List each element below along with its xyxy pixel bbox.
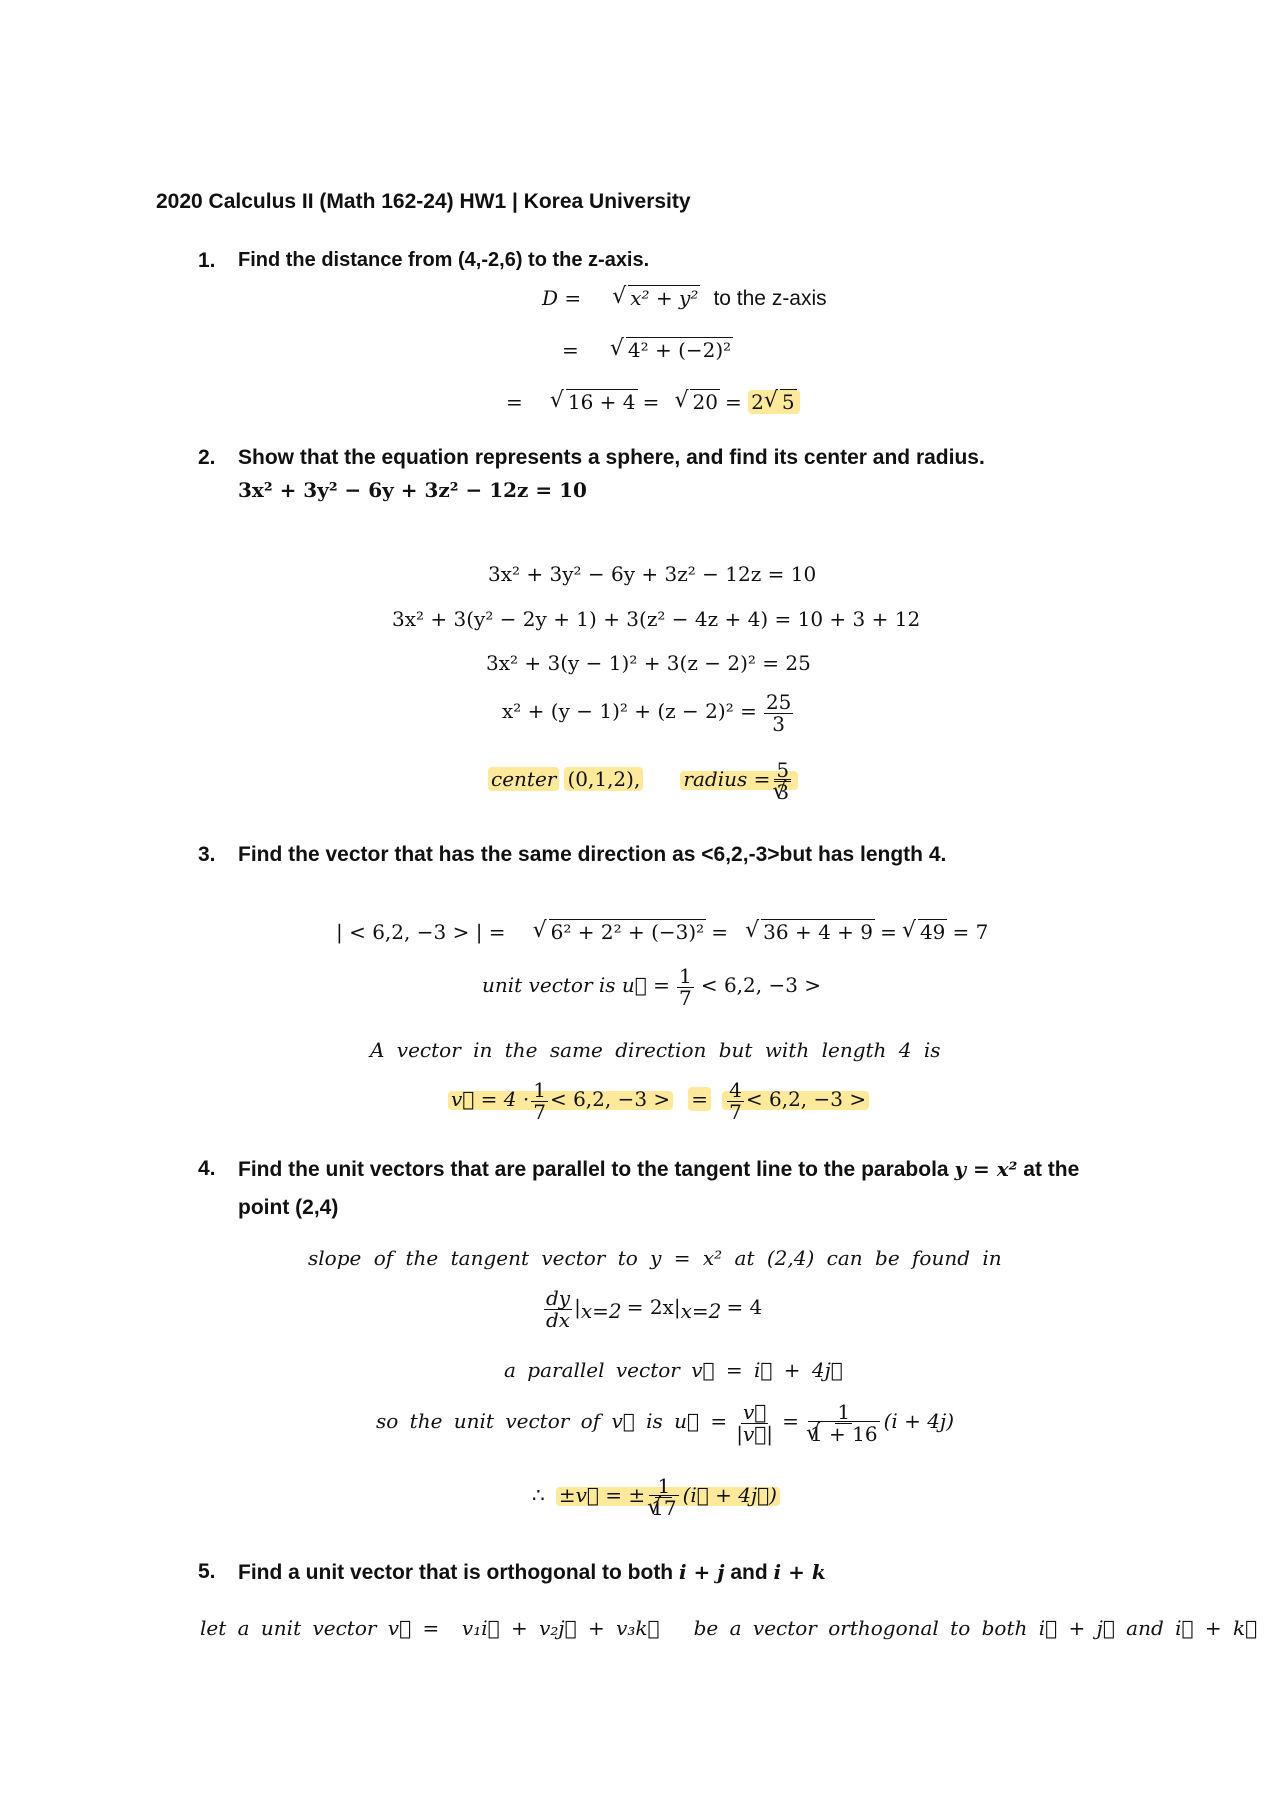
question-4-text-b: at the (1023, 1158, 1080, 1181)
q3-norm-lhs: | < 6,2, −3 > | = (336, 920, 506, 944)
q1-answer-radicand: 5 (781, 390, 795, 414)
q4-unit-eq: = (782, 1409, 799, 1433)
q4-ans-num: 1 (657, 1474, 671, 1498)
q3-norm-radicand-2: 36 + 4 + 9 (763, 920, 873, 944)
q4-deriv-den: dx (546, 1308, 571, 1332)
q4-unit-den-2: 1 + 16 (809, 1422, 878, 1446)
q4-deriv-sub-2: x=2 (680, 1299, 722, 1324)
q4-unit-frac-1 (734, 1402, 775, 1445)
q1-eq2-radicand: 4² + (−2)² (627, 338, 732, 362)
q1-eq1-sqrt (612, 286, 700, 310)
question-5-text (238, 1560, 826, 1585)
question-1-number: 1. (198, 249, 216, 272)
q4-unit-frac-2 (806, 1402, 882, 1445)
q4-slope-sentence: slope of the tangent vector to y = x² at (2,4) can be found in (308, 1246, 1002, 1270)
question-5-v1: i + j (678, 1560, 725, 1584)
q3-ans-vec-2: < 6,2, −3 > (745, 1087, 867, 1111)
q4-ans-lhs: ±v⃗ = ± (558, 1483, 646, 1507)
question-4-text-eq: y = x² (954, 1157, 1018, 1181)
q3-unit-den: 7 (679, 986, 692, 1010)
q4-unit-lhs: so the unit vector of v⃗ is u⃗ = (376, 1409, 728, 1433)
question-3-text: Find the vector that has the same direction as <6,2,-3>but has length 4. (238, 843, 947, 866)
q4-unit-den-2-sqrt (806, 1424, 882, 1445)
q4-ans-fraction (647, 1476, 680, 1519)
question-2-number: 2. (198, 446, 216, 469)
question-4-text (238, 1157, 1079, 1182)
q3-norm-mid: = (880, 920, 897, 944)
q3-norm-result: = 7 (952, 920, 989, 944)
q2-step-2: 3x² + 3(y² − 2y + 1) + 3(z² − 4z + 4) = 10 + 3 + 12 (392, 607, 921, 631)
q2-radius-den-sqrt (772, 782, 793, 803)
q5-let-line: let a unit vector v⃗ = v₁i⃗ + v₂j⃗ + v₃k⃗ be a vector orthogonal to both i⃗ + j⃗ and i⃗ + k⃗ (200, 1616, 1258, 1640)
q1-equation-2 (562, 338, 733, 362)
q3-ans-frac-2 (727, 1080, 744, 1123)
q1-eq2-equals: = (562, 338, 579, 362)
q1-eq1-lhs: D = (542, 286, 582, 310)
q2-radius-fraction (772, 760, 793, 803)
question-3-number: 3. (198, 843, 216, 866)
q2-radius-label: radius = (683, 767, 771, 791)
q1-eq3-equals: = (506, 390, 523, 414)
question-2-equation: 3x² + 3y² − 6y + 3z² − 12z = 10 (238, 478, 587, 502)
q4-unit-den-1: |v⃗| (736, 1422, 774, 1446)
page-title: 2020 Calculus II (Math 162-24) HW1 | Korea University (156, 190, 691, 213)
q3-unit-fraction (677, 966, 694, 1009)
q1-eq3-sqrt-1 (550, 390, 638, 414)
q1-equation-3 (506, 390, 800, 414)
q3-ans-frac-1 (531, 1080, 548, 1123)
question-5-text-a: Find a unit vector that is orthogonal to both (238, 1561, 674, 1584)
q3-ans-vec-1: < 6,2, −3 > (549, 1087, 671, 1111)
q2-answer (488, 760, 798, 803)
q4-deriv-num: dy (546, 1286, 571, 1310)
q4-unit-num-2: 1 (837, 1400, 851, 1424)
q1-answer-coef: 2 (751, 390, 764, 414)
q3-norm-eq: = (711, 920, 729, 944)
q3-unit-num: 1 (679, 964, 692, 988)
question-2-text: Show that the equation represents a sphere, and find its center and radius. (238, 446, 985, 469)
q4-deriv-result: = 4 (726, 1295, 763, 1319)
q4-parallel: a parallel vector v⃗ = i⃗ + 4j⃗ (504, 1358, 843, 1382)
q3-norm-radicand-3: 49 (919, 920, 946, 944)
q2-radius-den: 3 (776, 780, 790, 804)
q3-ans-den-2: 7 (729, 1100, 742, 1124)
q3-ans-num-1: 1 (533, 1078, 546, 1102)
q3-norm-sqrt-1 (533, 920, 707, 944)
q4-unit-line (376, 1402, 954, 1445)
q3-unit-vec: < 6,2, −3 > (700, 973, 822, 997)
q3-ans-den-1: 7 (533, 1100, 546, 1124)
q2-step-4-lhs: x² + (y − 1)² + (z − 2)² = (502, 699, 757, 723)
question-5-number: 5. (198, 1560, 216, 1583)
q1-eq3-mid: = (642, 390, 660, 414)
q1-eq3-sqrt-2 (674, 390, 719, 414)
q1-eq3-radicand-2: 20 (692, 390, 718, 414)
question-5-and: and (730, 1561, 768, 1584)
q2-step-4 (502, 692, 795, 735)
question-4-text-line2: point (2,4) (238, 1196, 339, 1219)
q1-eq1-radicand: x² + y² (630, 286, 699, 310)
q3-norm-radicand-1: 6² + 2² + (−3)² (550, 920, 705, 944)
q2-step-1: 3x² + 3y² − 6y + 3z² − 12z = 10 (488, 562, 817, 586)
q3-ans-eq: = (688, 1087, 711, 1111)
q3-sentence: A vector in the same direction but with length 4 is (370, 1038, 941, 1062)
q3-answer-line (448, 1080, 869, 1123)
q4-derivative-fraction (544, 1288, 572, 1331)
q3-norm-line (336, 920, 988, 944)
q4-ans-den: 17 (651, 1496, 677, 1520)
question-1-text: Find the distance from (4,-2,6) to the z-axis. (238, 249, 650, 271)
q2-radius (680, 758, 798, 804)
q1-answer-sqrt (764, 390, 797, 414)
q4-deriv-mid: = 2x| (626, 1295, 681, 1319)
q1-eq3-tail: = (725, 390, 749, 414)
q3-ans-lhs: v⃗ = 4 · (451, 1087, 530, 1111)
q4-answer-line (532, 1476, 780, 1519)
q3-norm-sqrt-3 (902, 920, 947, 944)
q4-unit-num-1: v⃗ (742, 1400, 767, 1424)
q4-derivative-line: $\frac{dy}{dx}$ $|_{x=2} = 2x|_{x=2} = 4$ (546, 1286, 763, 1332)
q3-answer-2 (722, 1078, 869, 1124)
q2-step-3: 3x² + 3(y − 1)² + 3(z − 2)² = 25 (486, 651, 811, 675)
q1-eq3-radicand-1: 16 + 4 (567, 390, 636, 414)
q2-radius-num: 5 (776, 758, 790, 782)
q1-eq1-note: to the z-axis (713, 287, 827, 310)
q4-ans-den-sqrt (647, 1498, 680, 1519)
q2-step-4-den: 3 (772, 712, 786, 736)
q3-norm-sqrt-2 (745, 920, 875, 944)
q2-center-label: center (488, 767, 559, 791)
q4-answer (556, 1474, 780, 1520)
q3-unit-lhs: unit vector is u⃗ = (482, 973, 670, 997)
q4-unit-tail: (i + 4j) (883, 1409, 955, 1433)
question-5-v2: i + k (773, 1560, 826, 1584)
q4-ans-tail: (i⃗ + 4j⃗) (682, 1483, 777, 1507)
question-4-number: 4. (198, 1157, 216, 1180)
q3-unit-line (482, 966, 821, 1009)
q2-center-value: (0,1,2), (564, 767, 643, 791)
q1-eq2-sqrt (610, 338, 733, 362)
q1-equation-1 (542, 286, 827, 311)
q3-answer-1 (448, 1078, 673, 1124)
q2-step-4-num: 25 (765, 690, 792, 714)
q4-deriv-sub-1: x=2 (580, 1299, 622, 1324)
q3-ans-num-2: 4 (729, 1078, 742, 1102)
question-4-text-a: Find the unit vectors that are parallel to the tangent line to the parabola (238, 1158, 949, 1181)
q1-answer (748, 390, 799, 414)
q4-therefore: ∴ (532, 1483, 545, 1507)
q2-step-4-fraction (764, 692, 793, 735)
